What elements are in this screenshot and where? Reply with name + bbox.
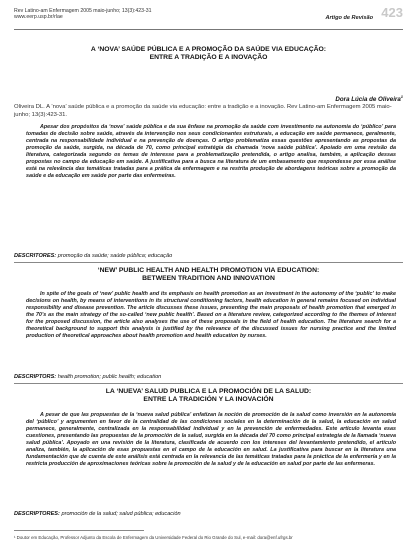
header-divider bbox=[14, 29, 403, 30]
title-en-line2: BETWEEN TRADITION AND INNOVATION bbox=[142, 275, 275, 283]
descriptors-english bbox=[14, 374, 161, 381]
footnote-divider bbox=[14, 530, 144, 531]
descriptors-label: DESCRIPTORES: bbox=[14, 511, 60, 517]
descriptors-spanish bbox=[14, 511, 181, 518]
title-portuguese bbox=[14, 46, 403, 62]
journal-info bbox=[14, 8, 152, 20]
abstract-portuguese: Apesar dos propósitos da ‘nova’ saúde pública e da sua ênfase na promoção da saúde com investimento na autonomia do ‘público’ para tomadas de decisão sobre saúde, através da intervenção nos seus condicionantes estruturais, a educação em saúde permanece, geralmente, centrada na responsabilidade individual e na prevenção de doenças. O artigo problematiza essas questões apresentando as propostas da promoção da saúde, surgida, na década de 70, como principal estratégia da chamada ‘nova saúde pública’. Apoiado em uma revisão da literatura, categorizada segundo os temas de interesse para a problematização pretendida, o artigo analisa, também, a aplicação dessas propostas no campo da educação em saúde. A justificativa para a busca na literatura de um embasamento que respondesse por essa análise está na relevância das temáticas tratadas para a prática da enfermagem e na restrita produção de abordagens teóricas sobre a promoção da saúde e da educação em saúde por parte das enfermeiras. bbox=[26, 124, 396, 180]
journal-line: Rev Latino-am Enfermagem 2005 maio-junho; 13(3):423-31 bbox=[14, 8, 152, 14]
descriptors-portuguese bbox=[14, 253, 172, 260]
section-label: Artigo de Revisão bbox=[325, 15, 373, 21]
section-divider bbox=[14, 262, 403, 263]
journal-url: www.eerp.usp.br/rlae bbox=[14, 14, 63, 21]
title-spanish bbox=[14, 388, 403, 404]
page-header bbox=[14, 5, 403, 28]
descriptors-label: DESCRIPTORS: bbox=[14, 374, 57, 380]
descriptors-value: promoción de la salud; salud pública; educación bbox=[61, 511, 181, 517]
abstract-english: In spite of the goals of ‘new’ public health and its emphasis on health promotion as an investment in the autonomy of the ‘public’ to make decisions on health, by means of interventions in its structural conditioning factors, health education in general remains focused on individual responsibility and disease prevention. The article discusses these issues, presenting the main proposals of health promotion that emerged in the 70’s as the main strategy of the so-called ‘new public health’. Based on a literature review, categorized according to the themes of interest for the proposed discussion, the article also analyses the use of these proposals in the field of health education. The literature search for a theoretical background to support this analysis is justified by the relevance of the discussed issues for nursing practice and the limited production of theoretical approaches about health promotion and health education by nurses. bbox=[26, 291, 396, 340]
author-name: Dora Lúcia de Oliveira bbox=[335, 96, 401, 104]
title-pt-line2: ENTRE A TRADIÇÃO E A INOVAÇÃO bbox=[149, 54, 268, 62]
author bbox=[335, 94, 403, 103]
title-es-line2: ENTRE LA TRADICIÓN Y LA INOVACIÓN bbox=[143, 396, 274, 404]
citation: Oliveira DL. A ‘nova’ saúde pública e a promoção da saúde via educação: entre a tradição e a inovação. Rev Latino-am Enfermagem 2005 maio-junho; 13(3):423-31. bbox=[14, 104, 392, 118]
title-es-line1: LA ‘NUEVA’ SALUD PUBLICA E LA PROMOCIÓN DE LA SALUD: bbox=[105, 388, 312, 395]
abstract-spanish: A pesar de que las propuestas de la ‘nueva salud pública’ enfatizan la noción de promoción de la salud como inversión en la autonomía del ‘público’ y argumenten en favor de la centralidad de las condiciones sociales en la determinación de la salud, la educación en salud permanece, generalmente, centralizada en la responsabilidad individual y en la prevención de enfermedades. Este artículo levanta esas cuestiones, presentando las propuestas de la promoción de la salud, surgida en la década del 70 como principal estrategia de la llamada ‘nueva salud pública’. Apoyado en una revisión de la literatura, clasificada de acuerdo con los intereses del levantamiento pretendido, el artículo analiza, también, la aplicación de esas propuestas en el campo de la educación en salud. La justificativa para buscar en la literatura una fundamentación que de cuenta de este análisis está centrada en la relevancia de las temáticas tratadas para la práctica de la enfermería y en la restricta producción de aproximaciones teóricas sobre la promoción de la salud y de la educación en salud por parte de las enfermeras. bbox=[26, 412, 396, 468]
page-number: 423 bbox=[381, 5, 403, 20]
author-marker: 1 bbox=[400, 94, 403, 99]
footnote: ¹ Doutor em Educação, Professor Adjunto da Escola de Enfermagem da Universidade Federal do Rio Grande do Sul, e-mail: dora@enf.ufrgs.br bbox=[14, 535, 293, 540]
title-pt-line1: A ‘NOVA’ SAÚDE PÚBLICA E A PROMOÇÃO DA SAÚDE VIA EDUCAÇÃO: bbox=[90, 46, 327, 53]
descriptors-label: DESCRITORES: bbox=[14, 253, 57, 259]
title-en-line1: ‘NEW’ PUBLIC HEALTH AND HEALTH PROMOTION VIA EDUCATION: bbox=[97, 267, 320, 274]
descriptors-value: promoção da saúde; saúde pública; educação bbox=[57, 253, 173, 259]
descriptors-value: health promotion; public health; education bbox=[57, 374, 162, 380]
section-divider bbox=[14, 383, 403, 384]
title-english bbox=[14, 267, 403, 283]
